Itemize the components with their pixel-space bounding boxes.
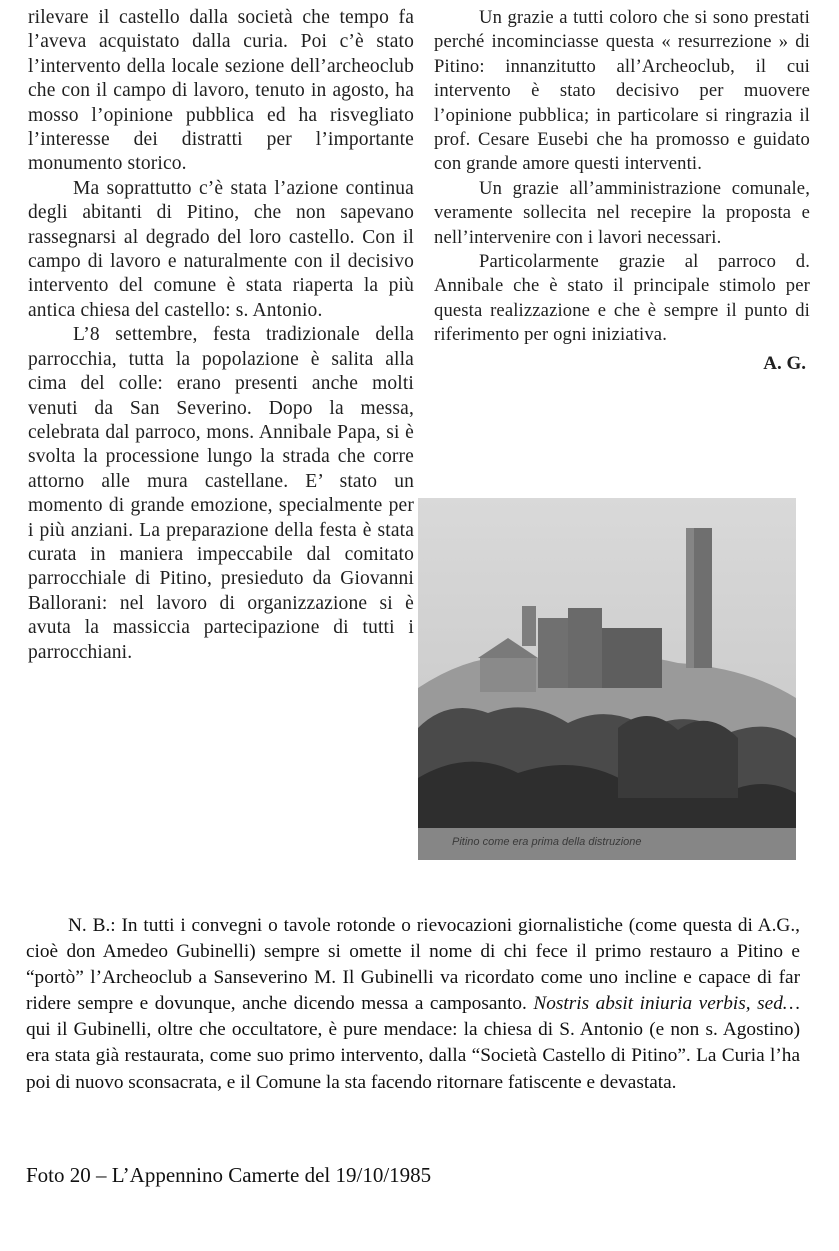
castle-photo-image (418, 498, 796, 860)
note-text-1: N. B.: In tutti i convegni o tavole rotonde o rievocazioni giornalistiche (come questa di A.G., cioè don Amedeo Gubinelli) sempre si omette il nome di chi fece il primo restauro a Pitino e “portò” l’Archeoclub a Sanseverino M. Il Gubinelli va ricordato come uno incline e capace di far ridere sempre e dovunque, anche dicendo messa a camposanto. (26, 915, 800, 1015)
left-paragraph-1: rilevare il castello dalla società che tempo fa l’aveva acquistato dalla curia. Poi c’è stato l’intervento della locale sezione dell’archeoclub che con il campo di lavoro, tenuto in agosto, ha mosso l’opinione pubblica ed ha risvegliato l’interesse dei distratti per l’importante monumento storico. (28, 7, 414, 175)
note-latin-phrase: Nostris absit iniuria verbis, sed… (533, 993, 800, 1015)
note-text-2: qui il Gubinelli, oltre che occultatore, è pure mendace: la chiesa di S. Antonio (e non s. Agostino) era stata già restaurata, come suo primo intervento, dalla “Società Castello di Pitino”. La Curia l’ha poi di nuovo sconsacrata, e il Comune la sta facendo ritornare fatiscente e devastata. (26, 1019, 800, 1093)
right-column (434, 6, 810, 376)
editor-note (26, 913, 800, 1096)
left-paragraph-2: Ma soprattutto c’è stata l’azione continua degli abitanti di Pitino, che non sapevano rassegnarsi al degrado del loro castello. Con il campo di lavoro e naturalmente con il decisivo intervento del comune è stata riaperta la più antica chiesa del castello: s. Antonio. (28, 177, 414, 321)
photo-caption: Pitino come era prima della distruzione (452, 836, 642, 848)
left-column (28, 6, 414, 665)
left-paragraph-3: L’8 settembre, festa tradizionale della parrocchia, tutta la popolazione è salita alla cima del colle: erano presenti anche molti venuti da San Severino. Dopo la messa, celebrata dal parroco, mons. Annibale Papa, si è svolta la processione lungo la strada che corre attorno alle mura castellane. E’ stato un momento di grande emozione, specialmente per i più anziani. La preparazione della festa è stata curata in maniera impeccabile dal comitato parrocchiale di Pitino, presieduto da Giovanni Ballorani: nel lavoro di organizzazione si è avuta la massiccia partecipazione di tutti i parrocchiani. (28, 324, 414, 663)
castle-photo (418, 498, 796, 860)
right-paragraph-2: Un grazie all’amministrazione comunale, veramente sollecita nel recepire la proposta e nell’intervenire con i lavori necessari. (434, 177, 810, 248)
foto-caption: Foto 20 – L’Appennino Camerte del 19/10/1985 (26, 1163, 432, 1187)
right-paragraph-1: Un grazie a tutti coloro che si sono prestati perché incominciasse questa « resurrezione » di Pitino: innanzitutto all’Archeoclub, il cui intervento è stato decisivo per muovere l’opinione pubblica; in particolare si ringrazia il prof. Cesare Eusebi che ha promosso e guidato con grande amore questi interventi. (434, 7, 810, 175)
author-signature: A. G. (763, 352, 806, 374)
right-paragraph-3: Particolarmente grazie al parroco d. Annibale che è stato il principale stimolo per questa realizzazione e che è sempre il punto di riferimento per ogni iniziativa. (434, 251, 810, 346)
